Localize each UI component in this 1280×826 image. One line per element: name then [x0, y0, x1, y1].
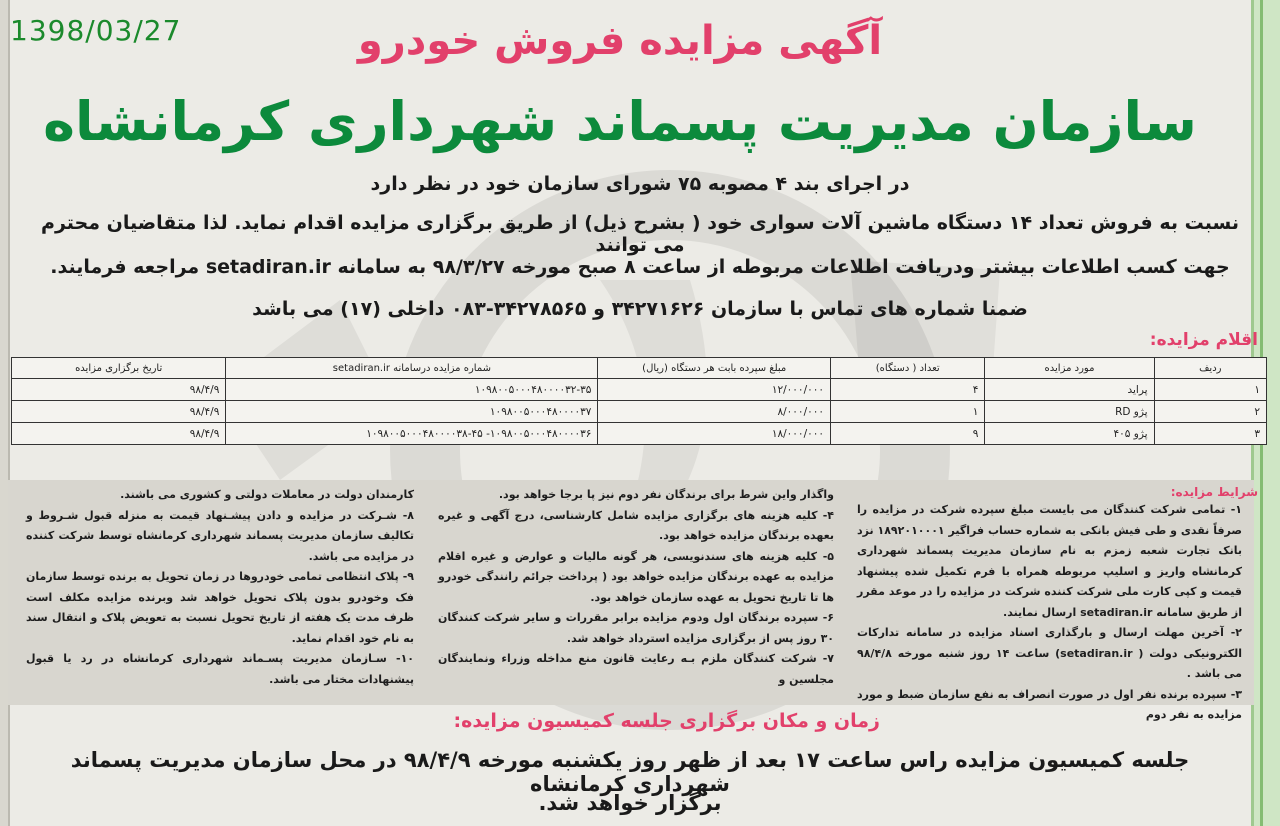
condition-paragraph: ۶- سپرده برندگان اول ودوم مزایده برابر مقررات و سایر شرکت کنندگان ۳۰ روز پس از برگزاری مزایده استرداد خواهد شد.	[438, 611, 834, 645]
cell-item: پژو ۴۰۵	[985, 423, 1154, 445]
cell-item: پراید	[985, 379, 1154, 401]
condition-paragraph: ۴- کلیه هزینه های برگزاری مزایده شامل کارشناسی، درج آگهی و غیره بعهده برندگان مزایده خواهد بود.	[438, 508, 834, 542]
condition-paragraph: ۱- تمامی شرکت کنندگان می بایست مبلغ سپرده شرکت در مزایده را صرفاً نقدی و طی فیش بانکی به شماره حساب فراگیر ۱۸۹۲۰۱۰۰۰۱ نزد بانک تجارت شعبه زمزم به نام سازمان مدیریت پسماند شهرداری کرمانشاه واریز و اسلیپ مربوطه همراه با فرم تکمیل شده پیشنهاد قیمت و کپی کارت ملی شرکت کننده شرکت در مزایده را در موعد مقرر از طریق سامانه setadiran.ir ارسال نمایند.	[857, 503, 1242, 619]
auction-items-table	[11, 357, 1267, 445]
conditions-column-middle	[438, 485, 834, 700]
conditions-column-right	[857, 500, 1242, 721]
header-row-number: ردیف	[1154, 358, 1266, 379]
header-quantity: تعداد ( دستگاه)	[831, 358, 985, 379]
condition-paragraph: ۲- آخرین مهلت ارسال و بارگذاری اسناد مزایده در سامانه تدارکات الکترونیکی دولت ( setadiran.ir) ساعت ۱۴ روز شنبه مورخه ۹۸/۴/۸ می باشد .	[857, 626, 1242, 680]
cell-row-number: ۱	[1154, 379, 1266, 401]
condition-paragraph: کارمندان دولت در معاملات دولتی و کشوری می باشند.	[120, 488, 414, 501]
cell-quantity: ۴	[831, 379, 985, 401]
cell-quantity: ۱	[831, 401, 985, 423]
condition-paragraph: ۷- شرکت کنندگان ملزم بـه رعایت قانون منع مداخله وزراء ونمایندگان مجلسین و	[438, 652, 834, 686]
session-title: زمان و مکان برگزاری جلسه کمیسیون مزایده:	[453, 710, 880, 732]
header-deposit: مبلغ سپرده بابت هر دستگاه (ریال)	[598, 358, 831, 379]
cell-deposit: ۱۸/۰۰۰/۰۰۰	[598, 423, 831, 445]
table-row	[12, 401, 1267, 423]
session-line-2: برگزار خواهد شد.	[538, 791, 722, 815]
header-auction-number: شماره مزایده درسامانه setadiran.ir	[226, 358, 598, 379]
cell-item: پژو RD	[985, 401, 1154, 423]
items-section-title: اقلام مزایده:	[1149, 330, 1258, 350]
conditions-title: شرایط مزایده:	[1170, 485, 1258, 499]
cell-auction-date: ۹۸/۴/۹	[12, 401, 226, 423]
header-item: مورد مزایده	[985, 358, 1154, 379]
header-auction-date: تاریخ برگزاری مزایده	[12, 358, 226, 379]
table-row	[12, 379, 1267, 401]
condition-paragraph: واگذار واین شرط برای برندگان نفر دوم نیز پا برجا خواهد بود.	[498, 488, 834, 501]
intro-line-4: ضمنا شماره های تماس با سازمان ۳۴۲۷۱۶۲۶ و ۳۴۲۷۸۵۶۵-۰۸۳ داخلی (۱۷) می باشد	[252, 298, 1028, 320]
condition-paragraph: ۵- کلیه هزینه های سندنویسی، هر گونه مالیات و عوارض و غیره اقلام مزایده به عهده برندگان مزایده خواهد بود ( پرداخت جرائم رانندگی خودرو ها تا تاریخ تحویل به عهده سازمان خواهد بود.	[438, 549, 834, 604]
intro-line-3: جهت کسب اطلاعات بیشتر ودریافت اطلاعات مربوطه از ساعت ۸ صبح مورخه ۹۸/۳/۲۷ به سامانه setadiran.ir مراجعه فرمایند.	[50, 256, 1230, 278]
cell-deposit: ۱۲/۰۰۰/۰۰۰	[598, 379, 831, 401]
cell-auction-number: ۱۰۹۸۰۰۵۰۰۰۴۸۰۰۰۰۳۶- ۱۰۹۸۰۰۵۰۰۰۴۸۰۰۰۰۳۸-۴۵	[226, 423, 598, 445]
session-line-1: جلسه کمیسیون مزایده راس ساعت ۱۷ بعد از ظهر روز یکشنبه مورخه ۹۸/۴/۹ در محل سازمان مدیریت پسماند شهرداری کرمانشاه	[70, 748, 1190, 796]
ad-title: آگهی مزایده فروش خودرو	[357, 18, 883, 64]
cell-auction-date: ۹۸/۴/۹	[12, 423, 226, 445]
cell-auction-number: ۱۰۹۸۰۰۵۰۰۰۴۸۰۰۰۰۳۷	[226, 401, 598, 423]
intro-line-2: نسبت به فروش تعداد ۱۴ دستگاه ماشین آلات سواری خود ( بشرح ذیل) از طریق برگزاری مزایده اقدام نماید. لذا متقاضیان محترم می توانند	[41, 212, 1239, 256]
cell-deposit: ۸/۰۰۰/۰۰۰	[598, 401, 831, 423]
intro-line-1: در اجرای بند ۴ مصوبه ۷۵ شورای سازمان خود در نظر دارد	[370, 173, 910, 195]
condition-paragraph: ۳- سپرده برنده نفر اول در صورت انصراف به نفع سازمان ضبط و مورد مزایده به نفر دوم	[857, 687, 1242, 721]
organization-name: سازمان مدیریت پسماند شهرداری کرمانشاه	[43, 90, 1197, 153]
cell-row-number: ۲	[1154, 401, 1266, 423]
date-stamp: 1398/03/27	[10, 14, 182, 47]
condition-paragraph: ۱۰- سـازمان مدیریت پسـماند شهرداری کرمانشاه در رد یا قبول پیشنهادات مختار می باشد.	[26, 652, 414, 686]
cell-auction-date: ۹۸/۴/۹	[12, 379, 226, 401]
table-header-row	[12, 358, 1267, 379]
cell-quantity: ۹	[831, 423, 985, 445]
condition-paragraph: ۹- پلاک انتظامی تمامی خودروها در زمان تحویل به برنده توسط سازمان فک وخودرو بدون پلاک تحویل خواهد شد وبرنده مزایده مکلف است ظرف مدت یک هفته از تاریخ تحویل نسبت به تعویض پلاک و انتقال سند به نام خود اقدام نماید.	[26, 570, 414, 645]
conditions-column-left	[26, 485, 414, 700]
cell-row-number: ۳	[1154, 423, 1266, 445]
condition-paragraph: ۸- شـرکت در مزایده و دادن پیشـنهاد قیمت به منزله قبول شـروط و تکالیف سازمان مدیریت پسماند شهرداری کرمانشاه توسط شرکت کننده در مزایده می باشد.	[26, 508, 414, 563]
table-row	[12, 423, 1267, 445]
cell-auction-number: ۱۰۹۸۰۰۵۰۰۰۴۸۰۰۰۰۳۲-۳۵	[226, 379, 598, 401]
